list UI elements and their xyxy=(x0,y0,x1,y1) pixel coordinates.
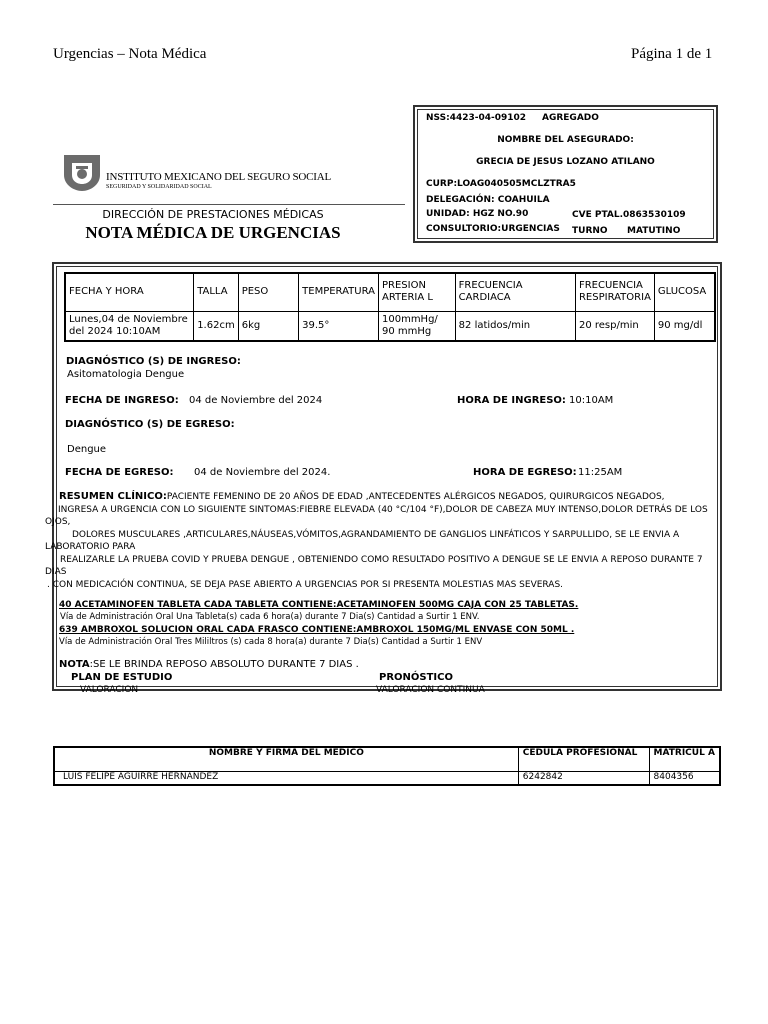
imss-logo xyxy=(62,153,102,193)
vitals-value: 39.5° xyxy=(299,311,379,341)
hora-ingreso-label: HORA DE INGRESO: xyxy=(457,395,566,406)
vitals-header: TEMPERATURA xyxy=(299,273,379,311)
signature-row xyxy=(54,771,720,785)
plan-label: PLAN DE ESTUDIO xyxy=(71,672,173,683)
vitals-header-row xyxy=(65,273,715,311)
nota-label: NOTA xyxy=(59,659,90,670)
header-divider xyxy=(53,204,405,205)
turno: MATUTINO xyxy=(627,226,681,236)
vitals-value: 1.62cm xyxy=(194,311,239,341)
vitals-value: 100mmHg/ 90 mmHg xyxy=(378,311,455,341)
resumen-line: . CON MEDICACIÓN CONTINUA, SE DEJA PASE ABIERTO A URGENCIAS POR SI PRESENTA MOLESTIAS MAS SEVERAS. xyxy=(47,579,564,590)
fecha-ingreso-label: FECHA DE INGRESO: xyxy=(65,395,179,406)
doctor-cedula: 6242842 xyxy=(518,771,649,785)
vitals-value: 82 latidos/min xyxy=(455,311,575,341)
medication-1: 40 ACETAMINOFEN TABLETA CADA TABLETA CONTIENE:ACETAMINOFEN 500MG CAJA CON 25 TABLETAS. xyxy=(59,600,579,610)
hora-egreso-label: HORA DE EGRESO: xyxy=(473,467,577,478)
cve-ptal: CVE PTAL.0863530109 xyxy=(572,210,686,220)
consultorio: CONSULTORIO:URGENCIAS xyxy=(426,224,560,234)
vitals-header: FRECUENCIA RESPIRATORIA xyxy=(575,273,654,311)
fecha-ingreso: 04 de Noviembre del 2024 xyxy=(189,395,323,406)
medication-2-dose: Vía de Administración Oral Tres Mililtros (s) cada 8 hora(a) durante 7 Dia(s) Cantidad a Surtir 1 ENV xyxy=(59,637,483,647)
doctor-name: LUIS FELIPE AGUIRRE HERNANDEZ xyxy=(54,771,518,785)
pronostico-label: PRONÓSTICO xyxy=(379,672,453,683)
pronostico: VALORACION CONTINUA xyxy=(376,685,485,695)
clinical-summary xyxy=(45,491,715,591)
insured-name-label: NOMBRE DEL ASEGURADO: xyxy=(497,135,634,145)
fecha-egreso-label: FECHA DE EGRESO: xyxy=(65,467,174,478)
vitals-value: 20 resp/min xyxy=(575,311,654,341)
page-header-title: Urgencias – Nota Médica xyxy=(53,46,207,62)
document-title: NOTA MÉDICA DE URGENCIAS xyxy=(85,223,341,242)
vitals-header: PRESION ARTERIA L xyxy=(378,273,455,311)
medication-1-dose: Vía de Administración Oral Una Tableta(s) cada 6 hora(a) durante 7 Dia(s) Cantidad a Surtir 1 ENV. xyxy=(60,612,480,622)
signature-header: MATRICUL A xyxy=(649,747,720,771)
resumen-line: REALIZARLE LA PRUEBA COVID Y PRUEBA DENGUE , OBTENIENDO COMO RESULTADO POSITIVO A DENGUE SE LE ENVIA A REPOSO DURANTE 7 DIAS xyxy=(45,554,703,577)
dx-ingreso-label: DIAGNÓSTICO (S) DE INGRESO: xyxy=(66,356,241,367)
hora-ingreso: 10:10AM xyxy=(569,395,614,406)
signature-table xyxy=(53,746,721,786)
vitals-value-row xyxy=(65,311,715,341)
vital-signs-table xyxy=(64,272,716,342)
dx-ingreso: Asitomatologia Dengue xyxy=(67,369,185,380)
signature-header-row xyxy=(54,747,720,771)
patient-info-box xyxy=(413,105,718,243)
fecha-egreso: 04 de Noviembre del 2024. xyxy=(194,467,331,478)
institution-name: INSTITUTO MEXICANO DEL SEGURO SOCIAL xyxy=(106,171,332,183)
vitals-value: 6kg xyxy=(238,311,298,341)
unit: UNIDAD: HGZ NO.90 xyxy=(426,209,529,219)
nota xyxy=(59,659,359,670)
direction-label: DIRECCIÓN DE PRESTACIONES MÉDICAS xyxy=(102,208,324,221)
curp: CURP:LOAG040505MCLZTRA5 xyxy=(426,179,576,189)
resumen-label: RESUMEN CLÍNICO: xyxy=(59,491,167,502)
resumen-line: INGRESA A URGENCIA CON LO SIGUIENTE SINTOMAS:FIEBRE ELEVADA (40 °C/104 °F),DOLOR DE CABEZA MUY INTENSO,DOLOR DETRÁS DE LOS OJOS, xyxy=(45,504,708,527)
resumen-line: PACIENTE FEMENINO DE 20 AÑOS DE EDAD ,ANTECEDENTES ALÉRGICOS NEGADOS, QUIRURGICOS NEGADOS, xyxy=(166,492,665,502)
signature-header: NOMBRE Y FIRMA DEL MÉDICO xyxy=(54,747,518,771)
vitals-header: PESO xyxy=(238,273,298,311)
signature-header: CEDULA PROFESIONAL xyxy=(518,747,649,771)
hora-egreso: 11:25AM xyxy=(578,467,623,478)
insured-name: GRECIA DE JESUS LOZANO ATILANO xyxy=(476,157,655,167)
vitals-header: FECHA Y HORA xyxy=(65,273,194,311)
medication-2: 639 AMBROXOL SOLUCION ORAL CADA FRASCO CONTIENE:AMBROXOL 150MG/ML ENVASE CON 50ML . xyxy=(59,625,575,635)
doctor-matricula: 8404356 xyxy=(649,771,720,785)
institution-tagline: SEGURIDAD Y SOLIDARIDAD SOCIAL xyxy=(106,184,212,190)
vitals-header: FRECUENCIA CARDIACA xyxy=(455,273,575,311)
vitals-value: 90 mg/dl xyxy=(654,311,715,341)
dx-egreso-label: DIAGNÓSTICO (S) DE EGRESO: xyxy=(65,419,235,430)
vitals-header: TALLA xyxy=(194,273,239,311)
plan: VALORACION xyxy=(80,685,139,695)
nota-text: :SE LE BRINDA REPOSO ABSOLUTO DURANTE 7 DIAS . xyxy=(89,659,359,670)
dx-egreso: Dengue xyxy=(67,444,107,455)
delegation: DELEGACIÓN: COAHUILA xyxy=(426,195,550,205)
resumen-line: DOLORES MUSCULARES ,ARTICULARES,NÁUSEAS,VÓMITOS,AGRANDAMIENTO DE GANGLIOS LINFÁTICOS Y SARPULLIDO, SE LE ENVIA A LABORATORIO PARA xyxy=(45,529,680,552)
affiliation-status: AGREGADO xyxy=(542,113,599,123)
page-number: Página 1 de 1 xyxy=(631,46,713,62)
vitals-header: GLUCOSA xyxy=(654,273,715,311)
nss: NSS:4423-04-09102 xyxy=(426,113,527,123)
turno-label: TURNO xyxy=(572,226,608,236)
vitals-value: Lunes,04 de Noviembre del 2024 10:10AM xyxy=(65,311,194,341)
